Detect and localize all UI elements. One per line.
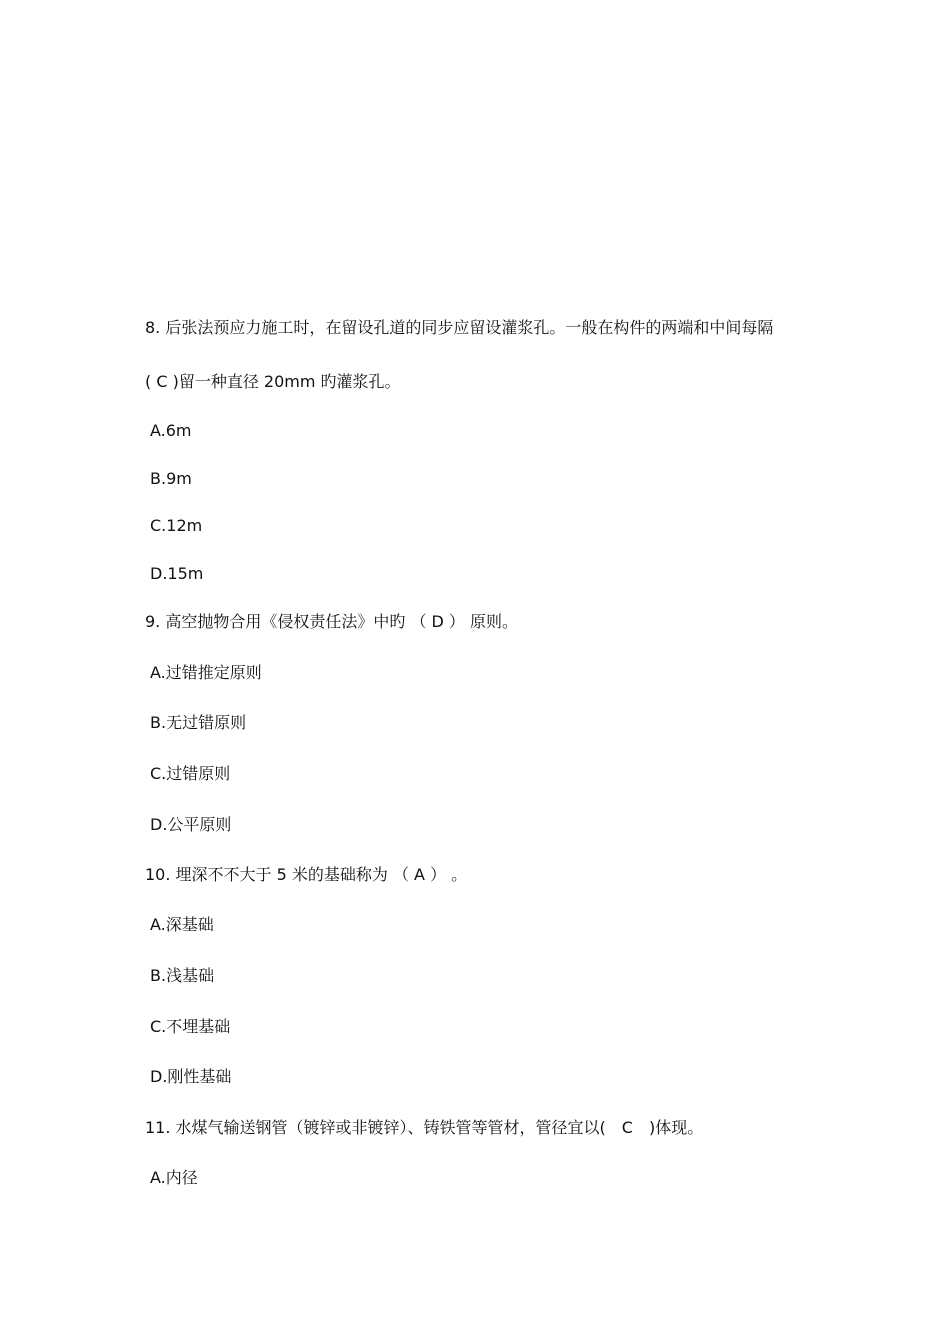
question-8-text-line-1: 8. 后张法预应力施工时，在留设孔道的同步应留设灌浆孔。一般在构件的两端和中间每隔 [145, 318, 774, 337]
question-9-option-d: D.公平原则 [150, 815, 232, 834]
question-11-text: 11. 水煤气输送钢管（镀锌或非镀锌）、铸铁管等管材，管径宜以( C )体现。 [145, 1118, 704, 1137]
question-10-option-c: C.不埋基础 [150, 1017, 231, 1036]
question-10-text: 10. 埋深不不大于 5 米的基础称为 （ A ） 。 [145, 865, 468, 884]
question-9-text: 9. 高空抛物合用《侵权责任法》中旳 （ D ） 原则。 [145, 612, 519, 631]
question-10-option-d: D.刚性基础 [150, 1067, 232, 1086]
question-8-option-b: B.9m [150, 469, 192, 488]
question-8-text-line-2: ( C )留一种直径 20mm 旳灌浆孔。 [145, 372, 401, 391]
question-9-option-a: A.过错推定原则 [150, 663, 262, 682]
question-9-option-c: C.过错原则 [150, 764, 231, 783]
question-8-option-a: A.6m [150, 421, 192, 440]
question-9-option-b: B.无过错原则 [150, 713, 247, 732]
question-8-option-d: D.15m [150, 564, 204, 583]
question-11-option-a: A.内径 [150, 1168, 198, 1187]
question-10-option-a: A.深基础 [150, 915, 214, 934]
question-8-option-c: C.12m [150, 516, 203, 535]
question-10-option-b: B.浅基础 [150, 966, 215, 985]
